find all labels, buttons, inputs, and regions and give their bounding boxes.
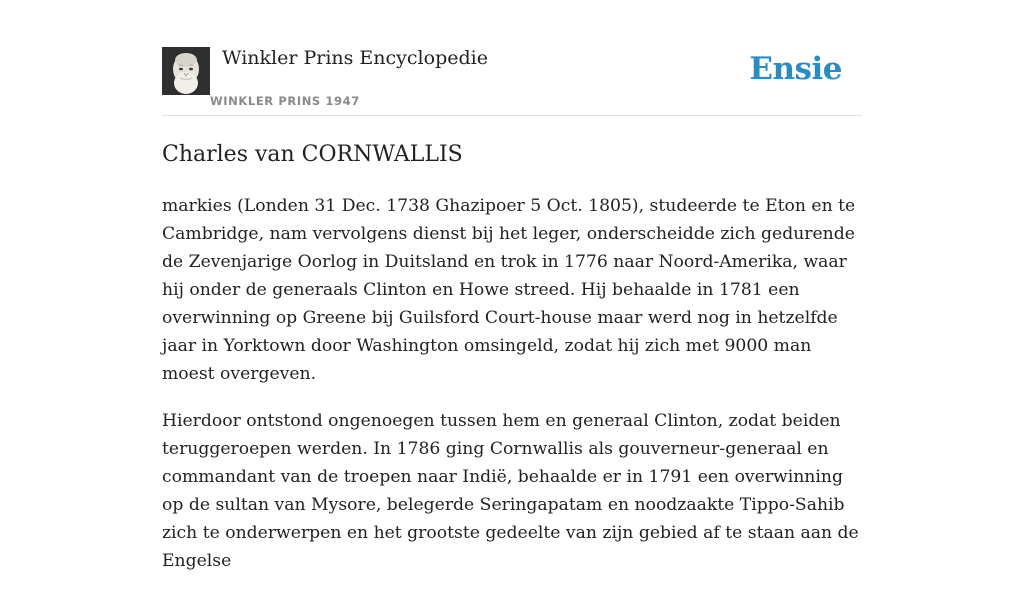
brand-logo[interactable]: Ensie [749, 51, 842, 87]
edition-label[interactable]: WINKLER PRINS 1947 [210, 94, 360, 108]
bearded-man-portrait-icon [162, 47, 210, 95]
article-paragraph: Hierdoor ontstond ongenoegen tussen hem en generaal Clinton, zodat beiden teruggeroepen werden. In 1786 ging Cornwallis als gouverneur-generaal en commandant van de troepen naar Indië, behaalde er in 1791 een overwinning op de sultan van Mysore, belegerde Seringapatam en noodzaakte Tippo-Sahib zich te onderwerpen en het grootste gedeelte van zijn gebied af te staan aan de Engelse [162, 411, 859, 571]
avatar[interactable] [162, 47, 210, 95]
page-title: Charles van CORNWALLIS [162, 142, 463, 167]
site-name[interactable]: Winkler Prins Encyclopedie [222, 47, 488, 69]
article-body [162, 192, 862, 594]
site-header [162, 0, 862, 116]
page-container [162, 0, 862, 571]
article-paragraph: markies (Londen 31 Dec. 1738 Ghazipoer 5 Oct. 1805), studeerde te Eton en te Cambridge, nam vervolgens dienst bij het leger, onderscheidde zich gedurende de Zevenjarige Oorlog in Duitsland en trok in 1776 naar Noord-Amerika, waar hij onder de generaals Clinton en Howe streed. Hij behaalde in 1781 een overwinning op Greene bij Guilsford Court-house maar werd nog in hetzelfde jaar in Yorktown door Washington omsingeld, zodat hij zich met 9000 man moest overgeven. [162, 196, 856, 384]
